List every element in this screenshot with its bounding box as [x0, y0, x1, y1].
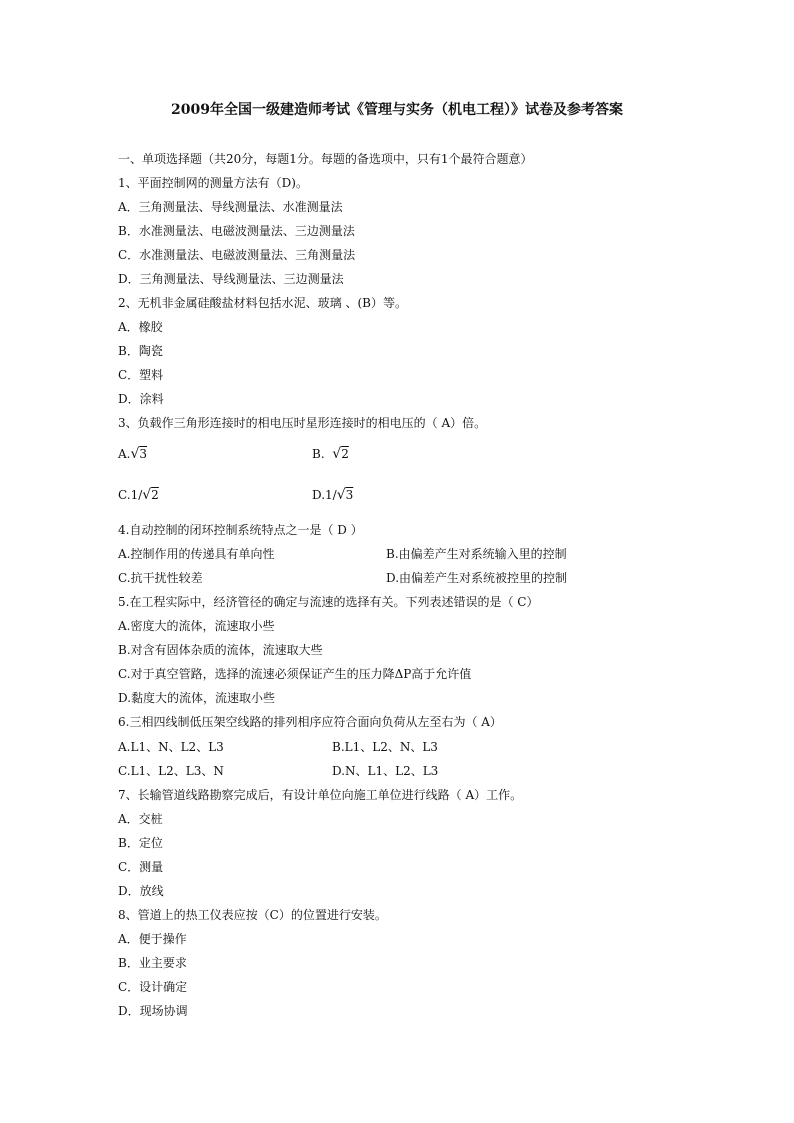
question-1-option-b: B．水准测量法、电磁波测量法、三边测量法	[118, 224, 355, 238]
question-1-stem: 1、平面控制网的测量方法有（D)。	[118, 176, 308, 190]
question-6-option-d: D.N、L1、L2、L3	[332, 764, 439, 778]
question-4-option-c: C.抗干扰性较差	[118, 571, 203, 585]
question-2-option-c: C．塑料	[118, 368, 164, 382]
question-7-option-a: A．交桩	[118, 812, 163, 826]
question-5-option-c: C.对于真空管路，选择的流速必须保证产生的压力降ΔP高于允许值	[118, 667, 472, 681]
question-7-option-c: C．测量	[118, 860, 164, 874]
question-2-option-d: D．涂料	[118, 392, 164, 406]
question-6-option-b: B.L1、L2、N、L3	[332, 740, 438, 754]
question-6-option-a: A.L1、N、L2、L3	[118, 740, 224, 754]
question-4-option-d: D.由偏差产生对系统被控里的控制	[386, 571, 568, 585]
question-2-option-a: A．橡胶	[118, 320, 163, 334]
question-8-option-b: B．业主要求	[118, 956, 187, 970]
sqrt-symbol: √	[336, 487, 346, 503]
sqrt-symbol: √	[332, 446, 342, 462]
option-d-prefix: D.1/	[312, 488, 337, 502]
radicand: 3	[139, 447, 148, 461]
question-6-stem: 6.三相四线制低压架空线路的排列相序应符合面向负荷从左至右为（ A）	[118, 715, 502, 729]
option-a-prefix: A.	[118, 447, 131, 461]
question-7-option-b: B．定位	[118, 836, 163, 850]
radicand: 2	[341, 447, 349, 461]
question-7-stem: 7、长输管道线路勘察完成后，有设计单位向施工单位进行线路（ A）工作。	[118, 788, 523, 802]
radicand: 2	[151, 488, 159, 502]
question-2-option-b: B．陶瓷	[118, 344, 163, 358]
question-3-option-c	[118, 487, 159, 503]
question-5-option-b: B.对含有固体杂质的流体，流速取大些	[118, 643, 323, 657]
question-7-option-d: D．放线	[118, 884, 164, 898]
question-3-option-b	[312, 446, 349, 462]
question-1-option-d: D．三角测量法、导线测量法、三边测量法	[118, 272, 344, 286]
option-c-prefix: C.1/	[118, 488, 143, 502]
radicand: 3	[345, 488, 354, 502]
question-1-option-a: A．三角测量法、导线测量法、水准测量法	[118, 200, 343, 214]
question-5-option-d: D.黏度大的流体，流速取小些	[118, 691, 276, 705]
question-4-stem: 4.自动控制的闭环控制系统特点之一是（ D ）	[118, 523, 363, 537]
question-3-option-a	[118, 446, 147, 462]
question-1-option-c: C．水准测量法、电磁波测量法、三角测量法	[118, 248, 356, 262]
sqrt-symbol: √	[142, 487, 152, 503]
question-6-option-c: C.L1、L2、L3、N	[118, 764, 224, 778]
question-5-option-a: A.密度大的流体，流速取小些	[118, 619, 275, 633]
question-3-option-d	[312, 487, 353, 503]
question-2-stem: 2、无机非金属硅酸盐材料包括水泥、玻璃 、(B）等。	[118, 296, 407, 310]
question-5-stem: 5.在工程实际中，经济管径的确定与流速的选择有关。下列表述错误的是（ C）	[118, 595, 539, 609]
question-4-option-b: B.由偏差产生对系统输入里的控制	[386, 547, 567, 561]
question-8-option-a: A．便于操作	[118, 932, 187, 946]
question-8-stem: 8、管道上的热工仪表应按（C）的位置进行安装。	[118, 908, 387, 922]
question-3-stem: 3、负载作三角形连接时的相电压时星形连接时的相电压的（ A）倍。	[118, 416, 487, 430]
section-heading: 一、单项选择题（共20分，每题1分。每题的备选项中，只有1个最符合题意）	[118, 152, 533, 166]
document-title: 2009年全国一级建造师考试《管理与实务（机电工程）》试卷及参考答案	[171, 102, 623, 118]
question-4-option-a: A.控制作用的传递具有单向性	[118, 547, 275, 561]
sqrt-symbol: √	[130, 446, 140, 462]
question-8-option-c: C．设计确定	[118, 980, 188, 994]
question-8-option-d: D．现场协调	[118, 1004, 188, 1018]
option-b-prefix: B.	[312, 447, 325, 461]
